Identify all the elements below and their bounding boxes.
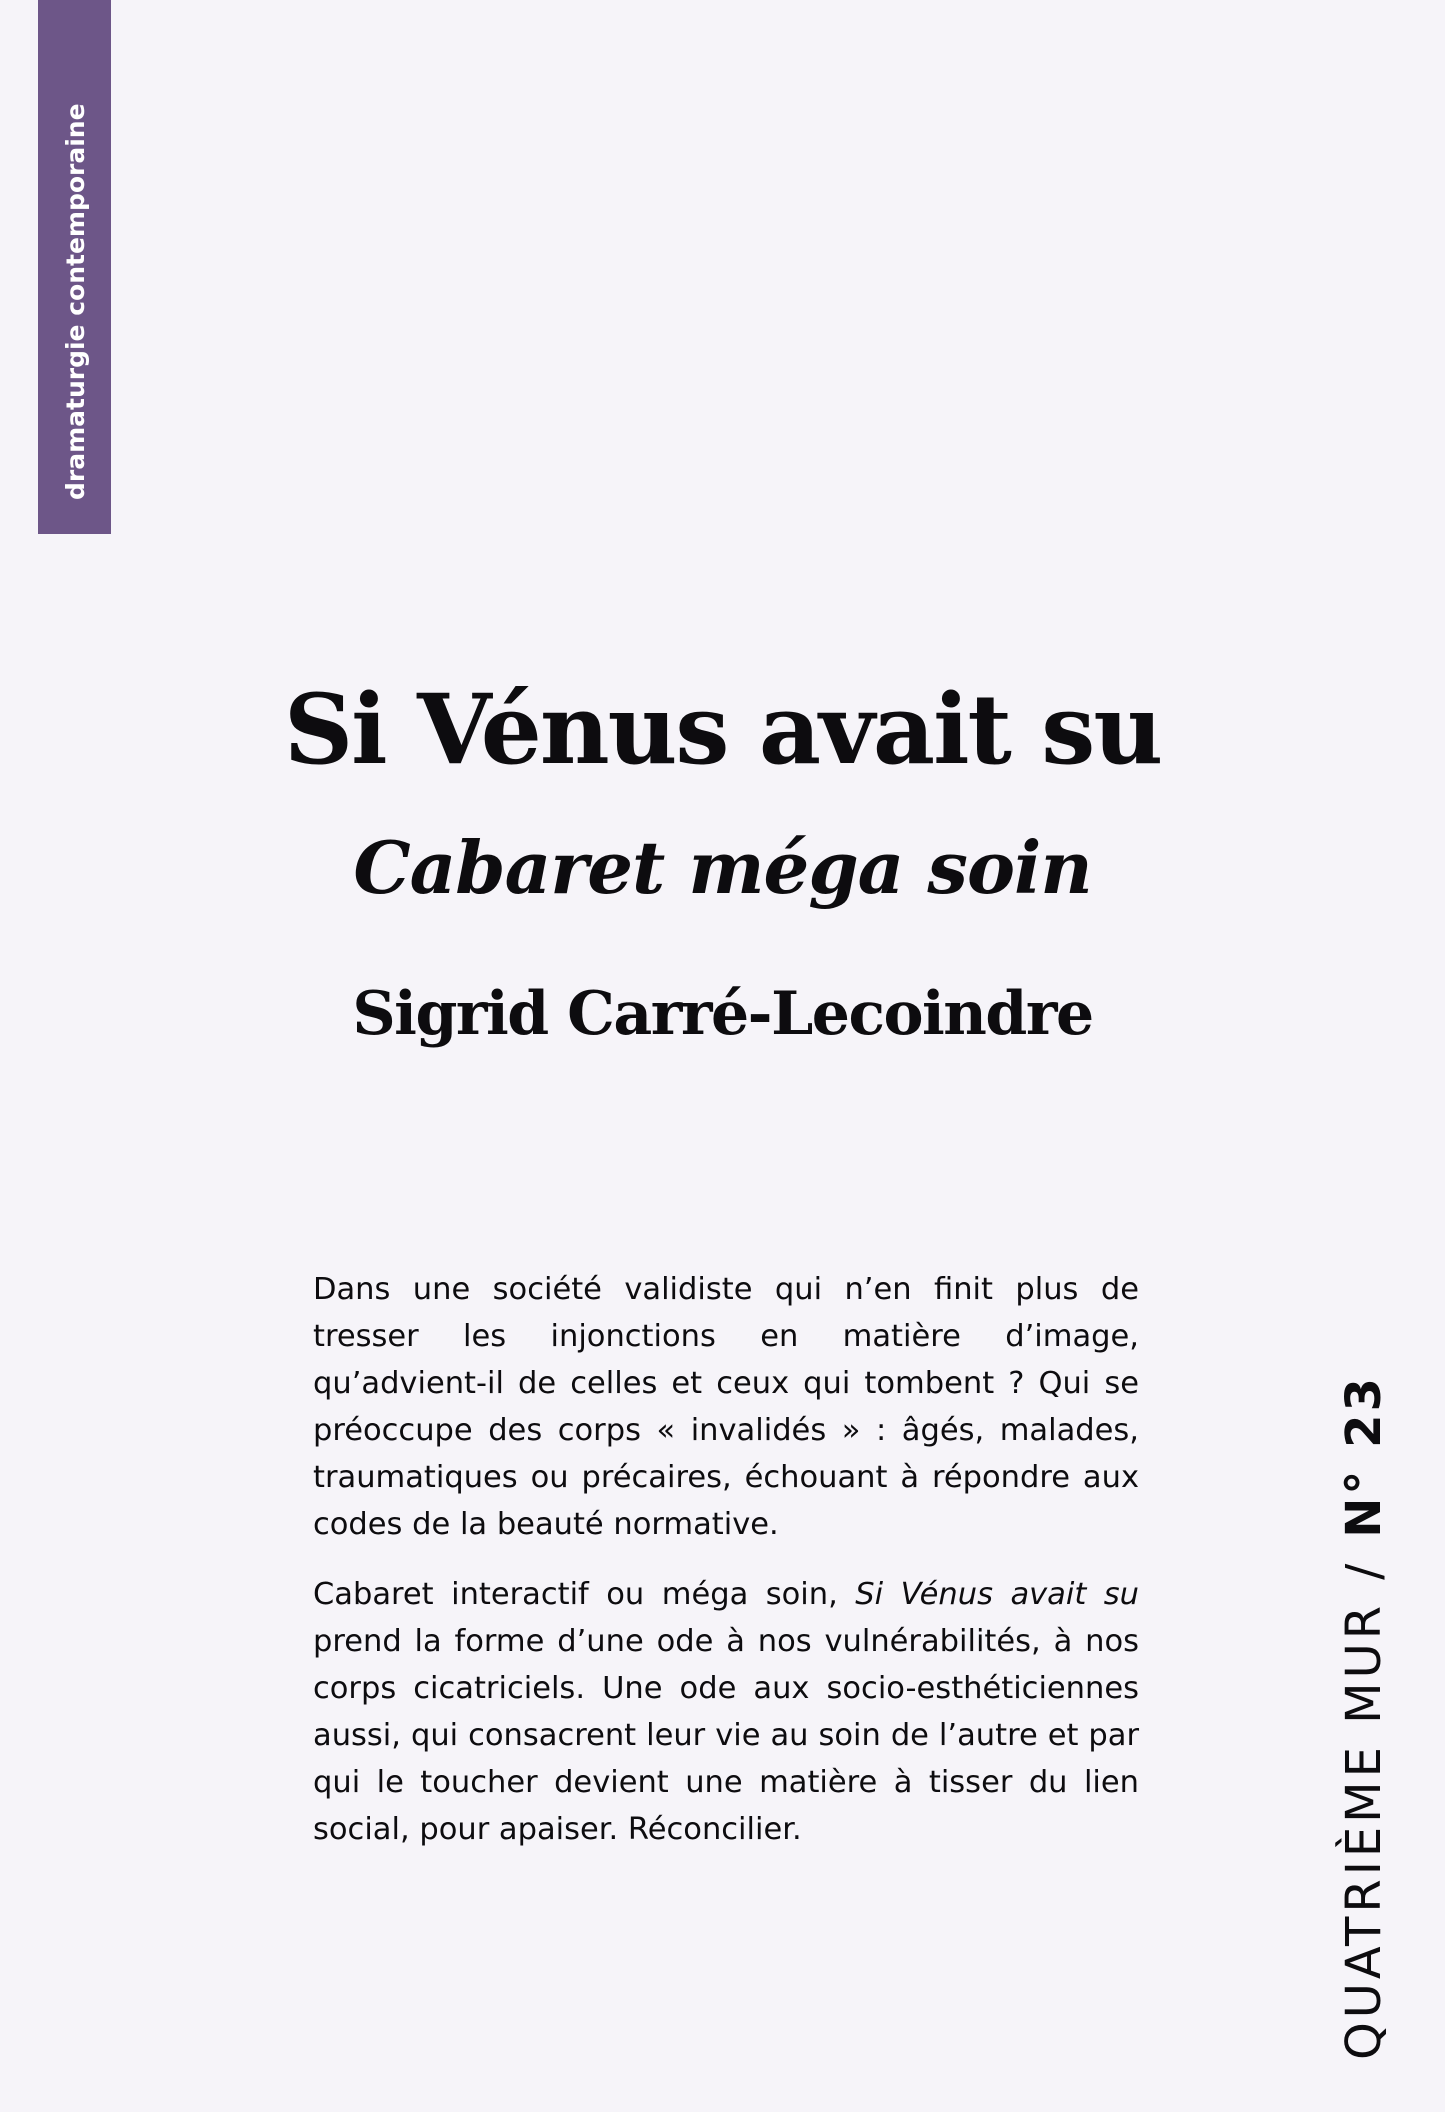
book-title: Si Vénus avait su: [283, 673, 1162, 786]
back-cover-blurb: [313, 1266, 1139, 1876]
series-label: [1336, 1375, 1392, 2060]
series-separator: /: [1336, 1559, 1392, 1580]
collection-label-wrap: [62, 103, 90, 500]
blurb-paragraph-2-start: Cabaret interactif ou méga soin,: [313, 1577, 856, 1612]
series-number: N° 23: [1336, 1375, 1392, 1538]
blurb-paragraph-2: [313, 1571, 1139, 1853]
series-name: QUATRIÈME MUR: [1336, 1601, 1392, 2060]
book-subtitle: Cabaret méga soin: [353, 825, 1092, 910]
book-author: Sigrid Carré-Lecoindre: [352, 979, 1093, 1049]
blurb-paragraph-2-title: Si Vénus avait su: [855, 1577, 1139, 1612]
blurb-paragraph-1: Dans une société validiste qui n’en finit plus de tresser les injonctions en matière d’image, qu’advient-il de celles et ceux qui tombent ? Qui se préoccupe des corps « invalidés » : âgés, malades, traumatiques ou précaires, échouant à répondre aux codes de la beauté normative.: [313, 1272, 1139, 1542]
blurb-paragraph-2-end: prend la forme d’une ode à nos vulnérabilités, à nos corps cicatriciels. Une ode aux socio-esthéticiennes aussi, qui consacrent leur vie au soin de l’autre et par qui le toucher devient une matière à tisser du lien social, pour apaiser. Réconcilier.: [313, 1624, 1139, 1847]
collection-label: dramaturgie contemporaine: [61, 103, 90, 500]
